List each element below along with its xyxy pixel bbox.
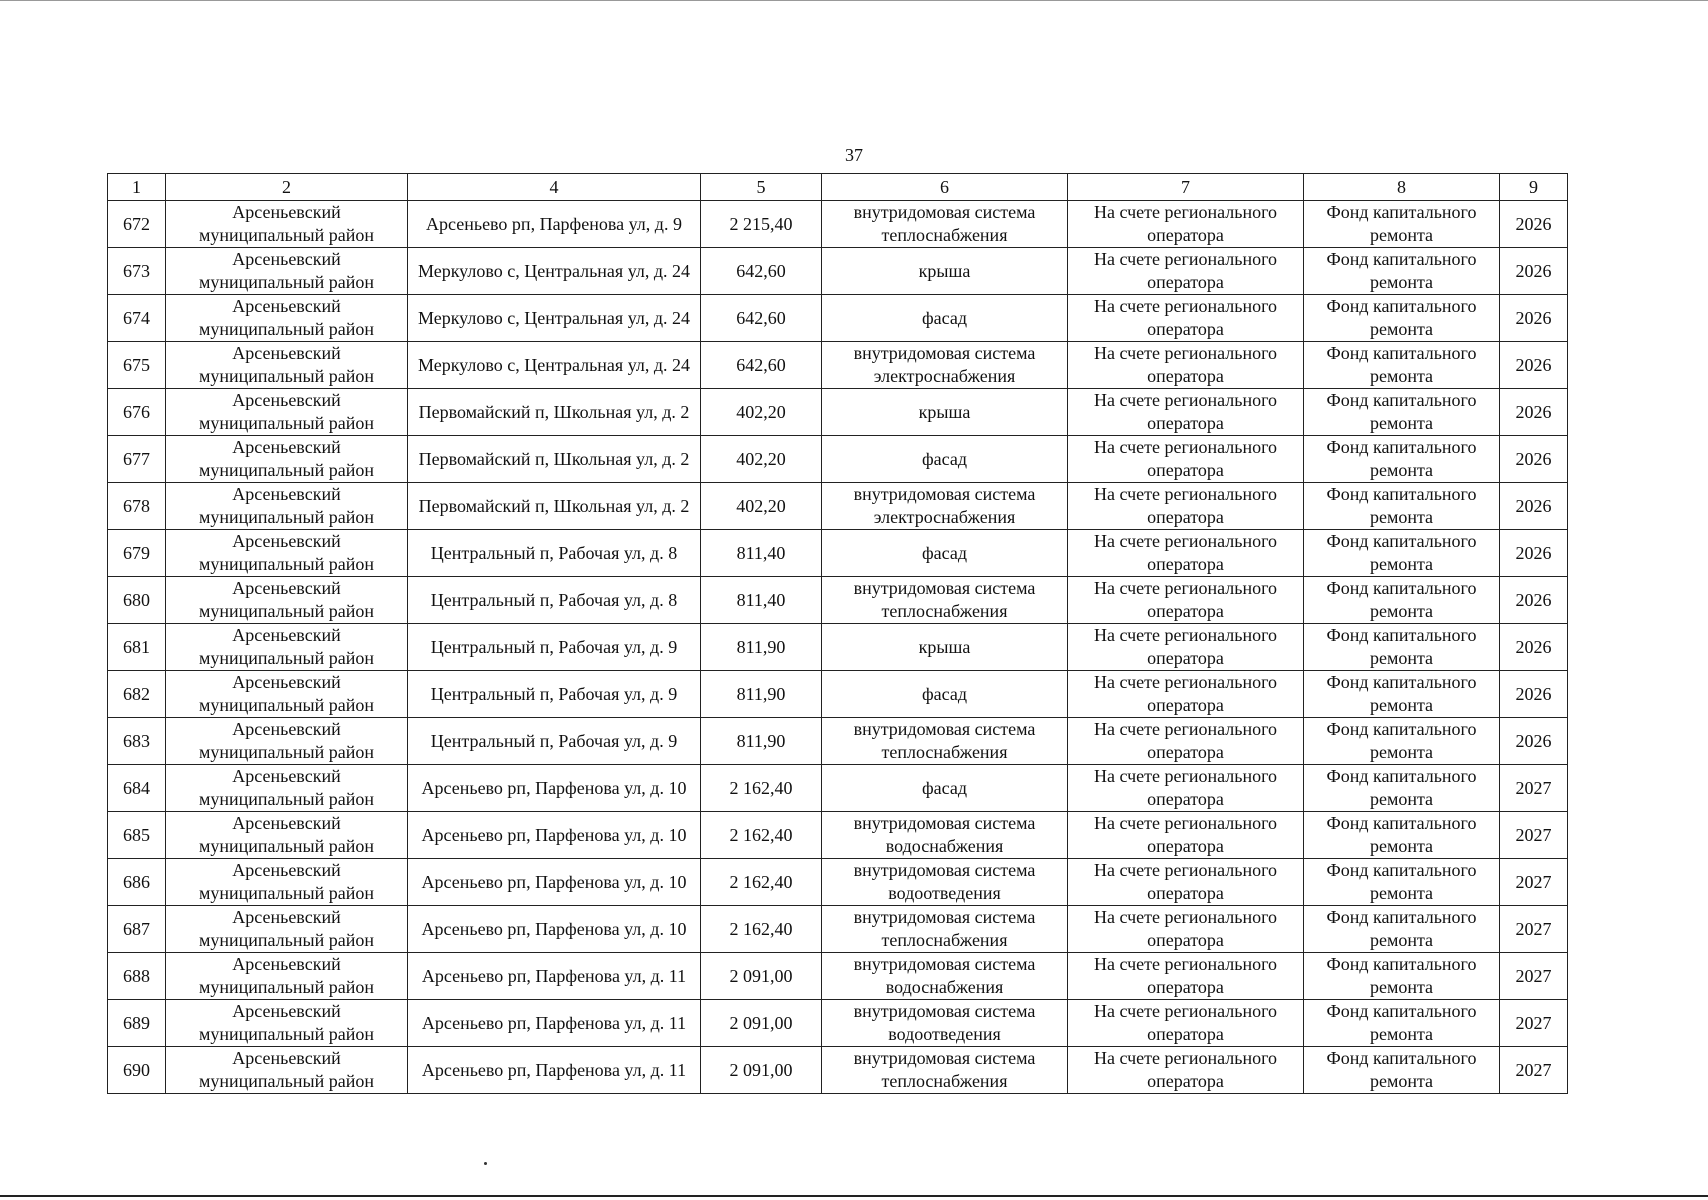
account-cell: На счете регионального оператора [1068,718,1304,765]
area-cell: 402,20 [701,436,822,483]
capital-repair-table [107,173,1568,1094]
district-cell: Арсеньевский муниципальный район [166,342,408,389]
table-row [108,295,1568,342]
table-row [108,248,1568,295]
scan-dot [484,1162,487,1165]
page-top-edge [0,0,1708,1]
district-cell: Арсеньевский муниципальный район [166,765,408,812]
column-header: 1 [108,174,166,201]
funding-source-cell: Фонд капитального ремонта [1304,577,1500,624]
address-cell: Арсеньево рп, Парфенова ул, д. 11 [408,1047,701,1094]
area-cell: 2 162,40 [701,859,822,906]
funding-source-cell: Фонд капитального ремонта [1304,859,1500,906]
account-cell: На счете регионального оператора [1068,953,1304,1000]
area-cell: 2 091,00 [701,1000,822,1047]
district-cell: Арсеньевский муниципальный район [166,953,408,1000]
work-type-cell: крыша [822,248,1068,295]
account-cell: На счете регионального оператора [1068,765,1304,812]
row-number-cell: 676 [108,389,166,436]
page-number: 37 [845,145,863,165]
row-number-cell: 674 [108,295,166,342]
address-cell: Центральный п, Рабочая ул, д. 8 [408,530,701,577]
account-cell: На счете регионального оператора [1068,624,1304,671]
area-cell: 2 162,40 [701,812,822,859]
account-cell: На счете регионального оператора [1068,436,1304,483]
area-cell: 2 162,40 [701,906,822,953]
funding-source-cell: Фонд капитального ремонта [1304,765,1500,812]
work-type-cell: внутридомовая система водоснабжения [822,953,1068,1000]
address-cell: Арсеньево рп, Парфенова ул, д. 10 [408,906,701,953]
row-number-cell: 681 [108,624,166,671]
account-cell: На счете регионального оператора [1068,906,1304,953]
work-type-cell: внутридомовая система электроснабжения [822,483,1068,530]
year-cell: 2026 [1500,201,1568,248]
address-cell: Арсеньево рп, Парфенова ул, д. 10 [408,859,701,906]
table-row [108,201,1568,248]
account-cell: На счете регионального оператора [1068,671,1304,718]
year-cell: 2026 [1500,718,1568,765]
address-cell: Первомайский п, Школьная ул, д. 2 [408,389,701,436]
funding-source-cell: Фонд капитального ремонта [1304,671,1500,718]
column-header: 7 [1068,174,1304,201]
year-cell: 2027 [1500,859,1568,906]
address-cell: Меркулово с, Центральная ул, д. 24 [408,342,701,389]
funding-source-cell: Фонд капитального ремонта [1304,483,1500,530]
table-row [108,530,1568,577]
table-row [108,671,1568,718]
district-cell: Арсеньевский муниципальный район [166,483,408,530]
funding-source-cell: Фонд капитального ремонта [1304,1000,1500,1047]
year-cell: 2026 [1500,248,1568,295]
area-cell: 2 162,40 [701,765,822,812]
funding-source-cell: Фонд капитального ремонта [1304,248,1500,295]
funding-source-cell: Фонд капитального ремонта [1304,953,1500,1000]
area-cell: 811,40 [701,530,822,577]
row-number-cell: 678 [108,483,166,530]
year-cell: 2027 [1500,1047,1568,1094]
account-cell: На счете регионального оператора [1068,577,1304,624]
account-cell: На счете регионального оператора [1068,389,1304,436]
year-cell: 2027 [1500,765,1568,812]
account-cell: На счете регионального оператора [1068,530,1304,577]
district-cell: Арсеньевский муниципальный район [166,859,408,906]
row-number-cell: 673 [108,248,166,295]
row-number-cell: 682 [108,671,166,718]
address-cell: Арсеньево рп, Парфенова ул, д. 10 [408,765,701,812]
address-cell: Первомайский п, Школьная ул, д. 2 [408,436,701,483]
column-number-row [108,174,1568,201]
table-row [108,906,1568,953]
address-cell: Меркулово с, Центральная ул, д. 24 [408,295,701,342]
year-cell: 2027 [1500,1000,1568,1047]
area-cell: 811,90 [701,718,822,765]
account-cell: На счете регионального оператора [1068,1000,1304,1047]
row-number-cell: 687 [108,906,166,953]
district-cell: Арсеньевский муниципальный район [166,671,408,718]
area-cell: 2 215,40 [701,201,822,248]
column-header: 8 [1304,174,1500,201]
account-cell: На счете регионального оператора [1068,812,1304,859]
year-cell: 2026 [1500,295,1568,342]
district-cell: Арсеньевский муниципальный район [166,624,408,671]
column-header: 2 [166,174,408,201]
row-number-cell: 683 [108,718,166,765]
funding-source-cell: Фонд капитального ремонта [1304,295,1500,342]
account-cell: На счете регионального оператора [1068,483,1304,530]
work-type-cell: внутридомовая система теплоснабжения [822,1047,1068,1094]
work-type-cell: внутридомовая система теплоснабжения [822,718,1068,765]
table-row [108,436,1568,483]
table-row [108,1047,1568,1094]
row-number-cell: 686 [108,859,166,906]
year-cell: 2027 [1500,953,1568,1000]
account-cell: На счете регионального оператора [1068,1047,1304,1094]
row-number-cell: 685 [108,812,166,859]
column-header: 4 [408,174,701,201]
district-cell: Арсеньевский муниципальный район [166,201,408,248]
district-cell: Арсеньевский муниципальный район [166,1000,408,1047]
work-type-cell: внутридомовая система водоотведения [822,1000,1068,1047]
area-cell: 642,60 [701,248,822,295]
address-cell: Центральный п, Рабочая ул, д. 9 [408,718,701,765]
work-type-cell: крыша [822,624,1068,671]
area-cell: 811,90 [701,671,822,718]
row-number-cell: 689 [108,1000,166,1047]
funding-source-cell: Фонд капитального ремонта [1304,906,1500,953]
district-cell: Арсеньевский муниципальный район [166,906,408,953]
row-number-cell: 677 [108,436,166,483]
row-number-cell: 672 [108,201,166,248]
year-cell: 2026 [1500,483,1568,530]
account-cell: На счете регионального оператора [1068,201,1304,248]
column-header: 9 [1500,174,1568,201]
area-cell: 811,40 [701,577,822,624]
funding-source-cell: Фонд капитального ремонта [1304,389,1500,436]
work-type-cell: крыша [822,389,1068,436]
row-number-cell: 690 [108,1047,166,1094]
address-cell: Арсеньево рп, Парфенова ул, д. 9 [408,201,701,248]
funding-source-cell: Фонд капитального ремонта [1304,530,1500,577]
address-cell: Арсеньево рп, Парфенова ул, д. 11 [408,1000,701,1047]
address-cell: Меркулово с, Центральная ул, д. 24 [408,248,701,295]
area-cell: 642,60 [701,295,822,342]
area-cell: 642,60 [701,342,822,389]
district-cell: Арсеньевский муниципальный район [166,248,408,295]
district-cell: Арсеньевский муниципальный район [166,295,408,342]
year-cell: 2026 [1500,342,1568,389]
account-cell: На счете регионального оператора [1068,248,1304,295]
column-header: 6 [822,174,1068,201]
funding-source-cell: Фонд капитального ремонта [1304,718,1500,765]
work-type-cell: внутридомовая система теплоснабжения [822,201,1068,248]
address-cell: Центральный п, Рабочая ул, д. 8 [408,577,701,624]
column-header: 5 [701,174,822,201]
address-cell: Арсеньево рп, Парфенова ул, д. 10 [408,812,701,859]
table-row [108,342,1568,389]
funding-source-cell: Фонд капитального ремонта [1304,624,1500,671]
work-type-cell: внутридомовая система теплоснабжения [822,577,1068,624]
area-cell: 402,20 [701,483,822,530]
table-row [108,624,1568,671]
table-row [108,812,1568,859]
district-cell: Арсеньевский муниципальный район [166,530,408,577]
work-type-cell: фасад [822,295,1068,342]
address-cell: Центральный п, Рабочая ул, д. 9 [408,624,701,671]
table-row [108,953,1568,1000]
table-row [108,765,1568,812]
row-number-cell: 675 [108,342,166,389]
address-cell: Первомайский п, Школьная ул, д. 2 [408,483,701,530]
work-type-cell: внутридомовая система водоснабжения [822,812,1068,859]
work-type-cell: внутридомовая система теплоснабжения [822,906,1068,953]
row-number-cell: 688 [108,953,166,1000]
table-row [108,577,1568,624]
work-type-cell: фасад [822,436,1068,483]
account-cell: На счете регионального оператора [1068,295,1304,342]
area-cell: 811,90 [701,624,822,671]
page-bottom-edge [0,1195,1708,1197]
district-cell: Арсеньевский муниципальный район [166,812,408,859]
year-cell: 2026 [1500,671,1568,718]
funding-source-cell: Фонд капитального ремонта [1304,342,1500,389]
year-cell: 2026 [1500,577,1568,624]
account-cell: На счете регионального оператора [1068,859,1304,906]
funding-source-cell: Фонд капитального ремонта [1304,436,1500,483]
table-row [108,859,1568,906]
work-type-cell: внутридомовая система водоотведения [822,859,1068,906]
year-cell: 2027 [1500,812,1568,859]
year-cell: 2026 [1500,624,1568,671]
row-number-cell: 680 [108,577,166,624]
area-cell: 2 091,00 [701,953,822,1000]
table-row [108,389,1568,436]
row-number-cell: 679 [108,530,166,577]
work-type-cell: внутридомовая система электроснабжения [822,342,1068,389]
year-cell: 2027 [1500,906,1568,953]
work-type-cell: фасад [822,765,1068,812]
funding-source-cell: Фонд капитального ремонта [1304,201,1500,248]
row-number-cell: 684 [108,765,166,812]
table-row [108,718,1568,765]
table-row [108,1000,1568,1047]
table-row [108,483,1568,530]
area-cell: 402,20 [701,389,822,436]
account-cell: На счете регионального оператора [1068,342,1304,389]
year-cell: 2026 [1500,389,1568,436]
district-cell: Арсеньевский муниципальный район [166,389,408,436]
funding-source-cell: Фонд капитального ремонта [1304,812,1500,859]
address-cell: Арсеньево рп, Парфенова ул, д. 11 [408,953,701,1000]
district-cell: Арсеньевский муниципальный район [166,1047,408,1094]
year-cell: 2026 [1500,436,1568,483]
address-cell: Центральный п, Рабочая ул, д. 9 [408,671,701,718]
work-type-cell: фасад [822,530,1068,577]
district-cell: Арсеньевский муниципальный район [166,718,408,765]
district-cell: Арсеньевский муниципальный район [166,577,408,624]
district-cell: Арсеньевский муниципальный район [166,436,408,483]
funding-source-cell: Фонд капитального ремонта [1304,1047,1500,1094]
area-cell: 2 091,00 [701,1047,822,1094]
work-type-cell: фасад [822,671,1068,718]
year-cell: 2026 [1500,530,1568,577]
